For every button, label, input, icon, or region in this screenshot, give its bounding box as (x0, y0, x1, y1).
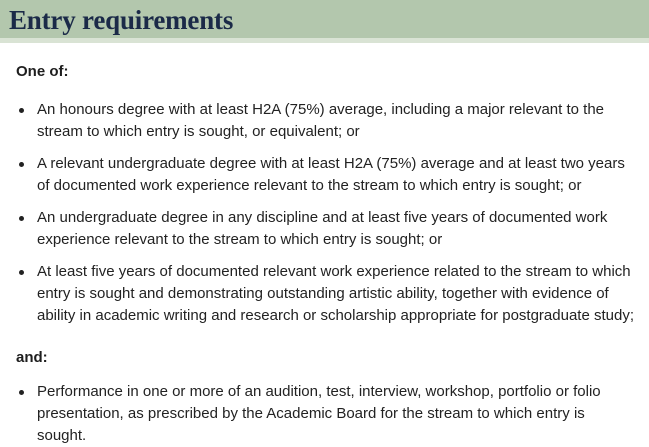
list-item-text: An undergraduate degree in any discipline and at least five years of documented work experience relevant to the stream to which entry is sought; or (37, 209, 608, 248)
one-of-label: One of: (16, 63, 69, 80)
header-divider (0, 38, 649, 43)
page-title: Entry requirements (9, 5, 234, 35)
list-item-text: An honours degree with at least H2A (75%) average, including a major relevant to the stream to which entry is sought, or equivalent; or (37, 101, 604, 140)
list-item (16, 261, 636, 327)
and-label: and: (16, 349, 48, 366)
list-item-text: A relevant undergraduate degree with at least H2A (75%) average and at least two years of documented work experience relevant to the stream to which entry is sought; or (37, 155, 625, 194)
additional-requirements-list (16, 381, 636, 447)
list-item (16, 153, 636, 197)
requirements-content (16, 55, 636, 447)
list-item (16, 381, 636, 447)
requirements-list (16, 99, 636, 327)
bullet-icon (19, 162, 24, 167)
list-item (16, 207, 636, 251)
bullet-icon (19, 270, 24, 275)
section-header (0, 0, 649, 38)
list-item (16, 99, 636, 143)
list-item-text: At least five years of documented relevant work experience related to the stream to which entry is sought and demonstrating outstanding artistic ability, together with evidence of ability in academic writing and research or scholarship appropriate for postgraduate study; (37, 263, 634, 324)
list-item-text: Performance in one or more of an audition, test, interview, workshop, portfolio or folio presentation, as prescribed by the Academic Board for the stream to which entry is sought. (37, 383, 601, 444)
bullet-icon (19, 390, 24, 395)
bullet-icon (19, 216, 24, 221)
bullet-icon (19, 108, 24, 113)
